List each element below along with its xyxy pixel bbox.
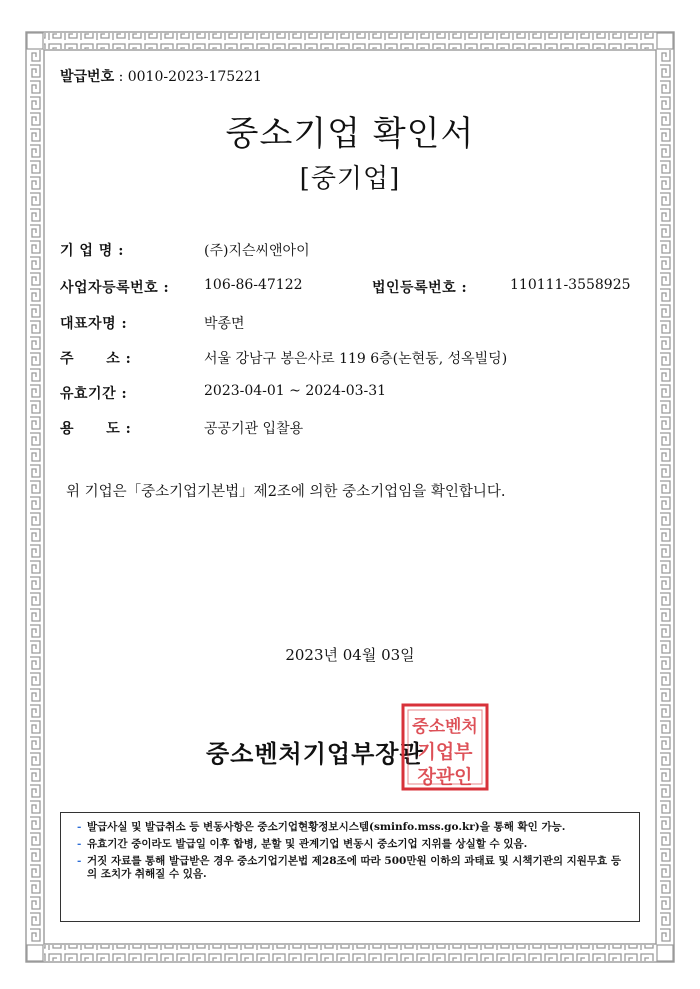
field-label: 기 업 명 : [60,243,124,259]
field-value: 공공기관 입찰용 [204,421,304,437]
document-subtitle: [중기업] [299,164,401,194]
field-label: 법인등록번호 : [372,280,468,296]
svg-text:기업부: 기업부 [417,741,473,763]
field-registration-numbers [60,277,660,301]
field-label: 대표자명 : [60,316,128,332]
field-label: 용 도 : [60,421,132,437]
field-value: 박종면 [204,316,245,332]
field-value: 서울 강남구 봉은사로 119 6층(논현동, 성옥빌딩) [204,351,508,367]
field-value: 2023-04-01 ~ 2024-03-31 [204,383,387,399]
issue-number [60,66,262,86]
issuer-name: 중소벤처기업부장관 [206,739,424,768]
field-label: 주 소 : [60,351,132,367]
notice-item: - 유효기간 중이라도 발급일 이후 합병, 분할 및 관계기업 변동시 중소기업 지위를 상실할 수 있음. [77,838,528,850]
issue-number-value: 0010-2023-175221 [127,69,262,85]
field-value: 106-86-47122 [204,277,303,293]
confirmation-statement: 위 기업은「중소기업기본법」제2조에 의한 중소기업임을 확인합니다. [66,484,506,500]
official-seal-stamp [400,702,490,792]
issue-number-sep: : [118,69,124,85]
document-title: 중소기업 확인서 [225,114,475,154]
bullet-dash-icon: - [77,838,82,850]
notice-box [60,812,640,922]
issue-number-label: 발급번호 [60,69,115,85]
field-label: 사업자등록번호 : [60,280,170,296]
svg-text:장관인: 장관인 [417,766,473,788]
svg-text:중소벤처: 중소벤처 [412,717,478,737]
issue-date: 2023년 04월 03일 [285,646,415,664]
bullet-dash-icon: - [77,821,82,833]
notice-item: - 발급사실 및 발급취소 등 변동사항은 중소기업현황정보시스템(sminfo.mss.go.kr)을 통해 확인 가능. [77,821,566,833]
field-value: (주)지슨씨앤아이 [204,243,310,259]
field-label: 유효기간 : [60,386,128,402]
notice-item: - 거짓 자료를 통해 발급받은 경우 중소기업기본법 제28조에 따라 500만원 이하의 과태료 및 시책기관의 지원무효 등의 조치가 취해질 수 있음. [77,855,621,880]
bullet-dash-icon: - [77,855,82,867]
field-value: 110111-3558925 [510,277,631,293]
